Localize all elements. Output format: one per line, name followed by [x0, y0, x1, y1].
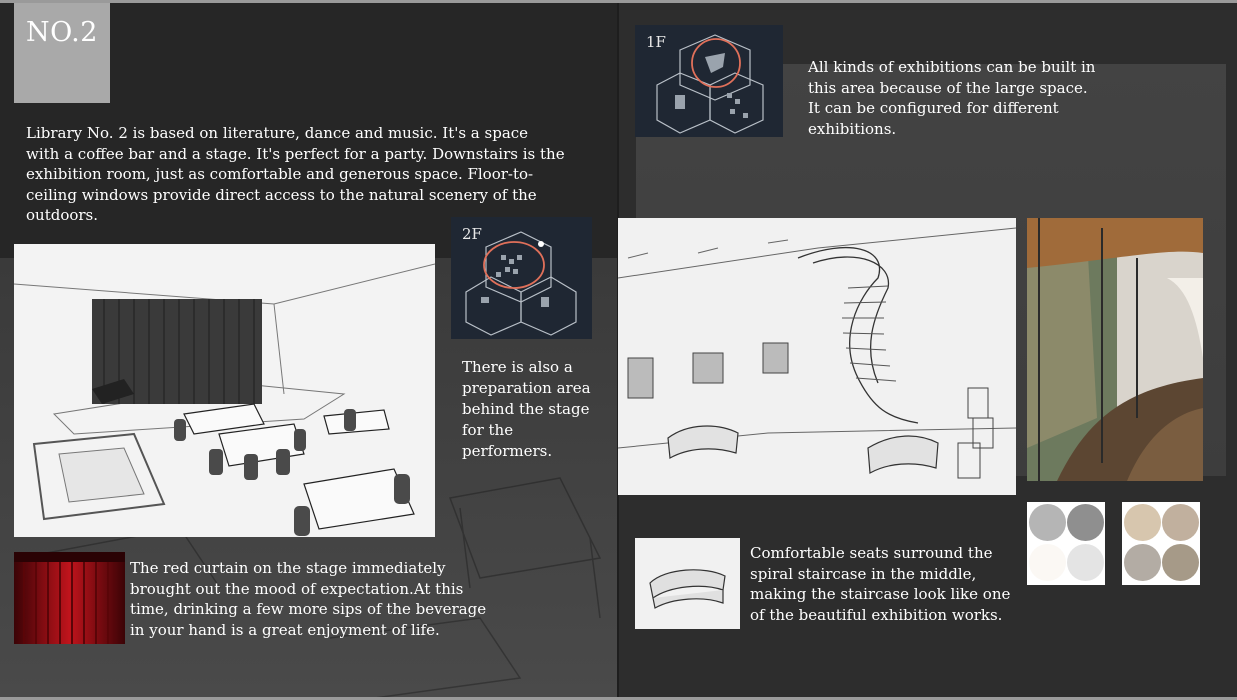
page-number-label: NO.2: [26, 17, 98, 48]
palette-dot: [1067, 504, 1104, 541]
floor-plan-1f-label: 1F: [646, 33, 666, 51]
palette-dot: [1162, 544, 1199, 581]
top-border: [0, 0, 1237, 3]
curved-glass-corridor-photo: [1027, 218, 1203, 481]
stage-cafe-sketch: [14, 244, 435, 537]
grey-palette-swatch: [1027, 502, 1105, 585]
floor-plan-2f: [451, 217, 592, 339]
red-curtain-photo: [14, 552, 125, 644]
palette-dot: [1067, 544, 1104, 581]
preparation-area-text: There is also a preparation area behind the stage for the performers.: [462, 358, 591, 460]
seats-description: Comfortable seats surround the spiral staircase in the middle, making the staircase look like one of the beautiful exhibition works.: [750, 544, 1011, 624]
intro-paragraph: Library No. 2 is based on literature, dance and music. It's a space with a coffee bar and a stage. It's perfect for a party. Downstairs is the exhibition room, just as comfortable and generous space. Floor-to-ceiling windows provide direct access to the natural scenery of the outdoors.: [26, 124, 565, 224]
page-number-badge: [14, 3, 110, 103]
exhibition-space-text: All kinds of exhibitions can be built in this area because of the large space. It can be configured for different exhibitions.: [808, 58, 1096, 138]
palette-dot: [1029, 544, 1066, 581]
curved-sofa-thumbnail: [635, 538, 740, 629]
warm-palette-swatch: [1122, 502, 1200, 585]
curtain-description: The red curtain on the stage immediately brought out the mood of expectation.At this time, drinking a few more sips of the beverage in your hand is a great enjoyment of life.: [130, 559, 487, 639]
floor-plan-1f: [635, 25, 783, 137]
palette-dot: [1124, 504, 1161, 541]
palette-dot: [1162, 504, 1199, 541]
floor-plan-2f-label: 2F: [462, 225, 482, 243]
palette-dot: [1029, 504, 1066, 541]
palette-dot: [1124, 544, 1161, 581]
exhibition-staircase-sketch: [618, 218, 1016, 495]
